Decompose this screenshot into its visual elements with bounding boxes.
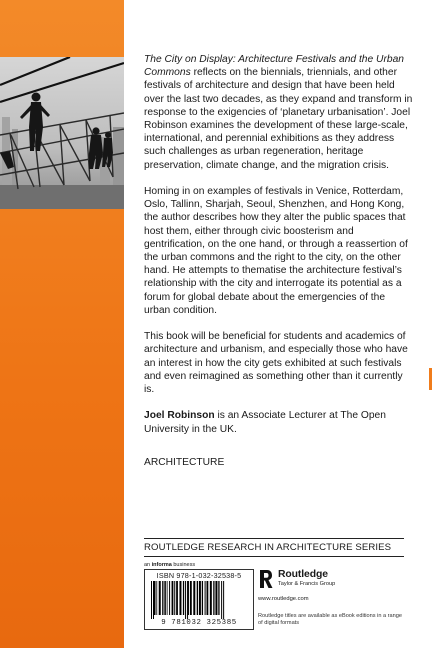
barcode-bar	[174, 581, 175, 615]
barcode-guard-bar	[153, 581, 154, 619]
cover-photo	[0, 57, 124, 209]
author-bio	[144, 409, 414, 435]
author-name: Joel Robinson	[144, 410, 215, 422]
barcode-guard-bar	[187, 581, 188, 619]
barcode-bar	[167, 581, 168, 615]
barcode-bar	[183, 581, 184, 615]
barcode-bar	[205, 581, 206, 615]
book-title: The City on Display: Architecture Festivals and the Urban Commons	[144, 54, 404, 79]
barcode-bar	[154, 581, 156, 615]
barcode-bar	[199, 581, 201, 615]
routledge-r-icon	[258, 569, 274, 589]
barcode-bar	[156, 581, 157, 615]
informa-suffix: business	[171, 562, 196, 568]
barcode-bar	[218, 581, 219, 615]
barcode-bar	[197, 581, 198, 615]
barcode-digits: 9 781032 325385	[161, 619, 237, 627]
barcode-guard-bar	[185, 581, 186, 619]
barcode-bar	[210, 581, 212, 615]
subject-category: ARCHITECTURE	[144, 456, 225, 468]
barcode-box	[144, 569, 254, 630]
barcode-bar	[202, 581, 203, 615]
publisher-group: Taylor & Francis Group	[278, 581, 336, 587]
barcode-bar	[215, 581, 217, 615]
informa-business-label	[144, 562, 195, 568]
blurb-paragraph-1	[144, 53, 414, 172]
series-top-rule	[144, 538, 404, 539]
barcode-guard-bar	[221, 581, 222, 619]
barcode-bar	[193, 581, 195, 615]
barcode-bar	[172, 581, 174, 615]
author-bio-rest: is an Associate Lecturer at The Open University in the UK.	[144, 410, 386, 435]
isbn-label: ISBN 978-1-032-32538-5	[156, 571, 242, 580]
blurb-paragraph-2: Homing in on examples of festivals in Venice, Rotterdam, Oslo, Tallinn, Sharjah, Seoul, Shenzhen, and Hong Kong, the author describes how they alter the public spaces that host them, either through civic boosterism and gentrification, on the one hand, or through a reassertion of the urban commons and the right to the city, on the other hand. He attempts to thematise the architecture festival’s relationship with the city and interrogate its potential as a forum for global debate about the emergencies of the urban condition.	[144, 186, 408, 316]
barcode-bar	[169, 581, 170, 615]
series-name: ROUTLEDGE RESEARCH IN ARCHITECTURE SERIES	[144, 542, 392, 553]
barcode-bar	[190, 581, 192, 615]
barcode-bar	[164, 581, 166, 615]
barcode-bar	[162, 581, 163, 615]
blurb-paragraph-3: This book will be beneficial for students and academics of architecture and urbanism, and especially those who have an interest in how the city gets exhibited at such festivals and even reimagined as something other than it currently is.	[144, 331, 408, 396]
publisher-name: Routledge	[278, 569, 328, 580]
barcode-bar	[207, 581, 209, 615]
publisher-url[interactable]: www.routledge.com	[258, 596, 309, 602]
barcode-guard-bar	[223, 581, 224, 619]
informa-prefix: an	[144, 562, 152, 568]
back-cover-blurb	[144, 53, 414, 482]
series-bottom-rule	[144, 556, 404, 557]
barcode-bar	[188, 581, 189, 615]
ebook-note: Routledge titles are available as eBook editions in a range of digital formats	[258, 613, 402, 627]
barcode-guard-bar	[151, 581, 152, 619]
blurb-paragraph-1-rest: reflects on the biennials, triennials, and other festivals of architecture and design that have been held over the last two decades, as they expand and transform in response to the exigencies of ‘planetary urbanisation’. Joel Robinson examines the development of these large-scale, international, and perennial exhibitions as they address such challenges as urban regeneration, heritage preservation, climate change, and the migration crisis.	[144, 67, 413, 171]
barcode-bar	[179, 581, 181, 615]
barcode-bar	[213, 581, 214, 615]
barcode-bars	[149, 581, 249, 619]
barcode-bar	[176, 581, 178, 615]
informa-brand: informa	[151, 562, 172, 568]
barcode-bar	[159, 581, 161, 615]
